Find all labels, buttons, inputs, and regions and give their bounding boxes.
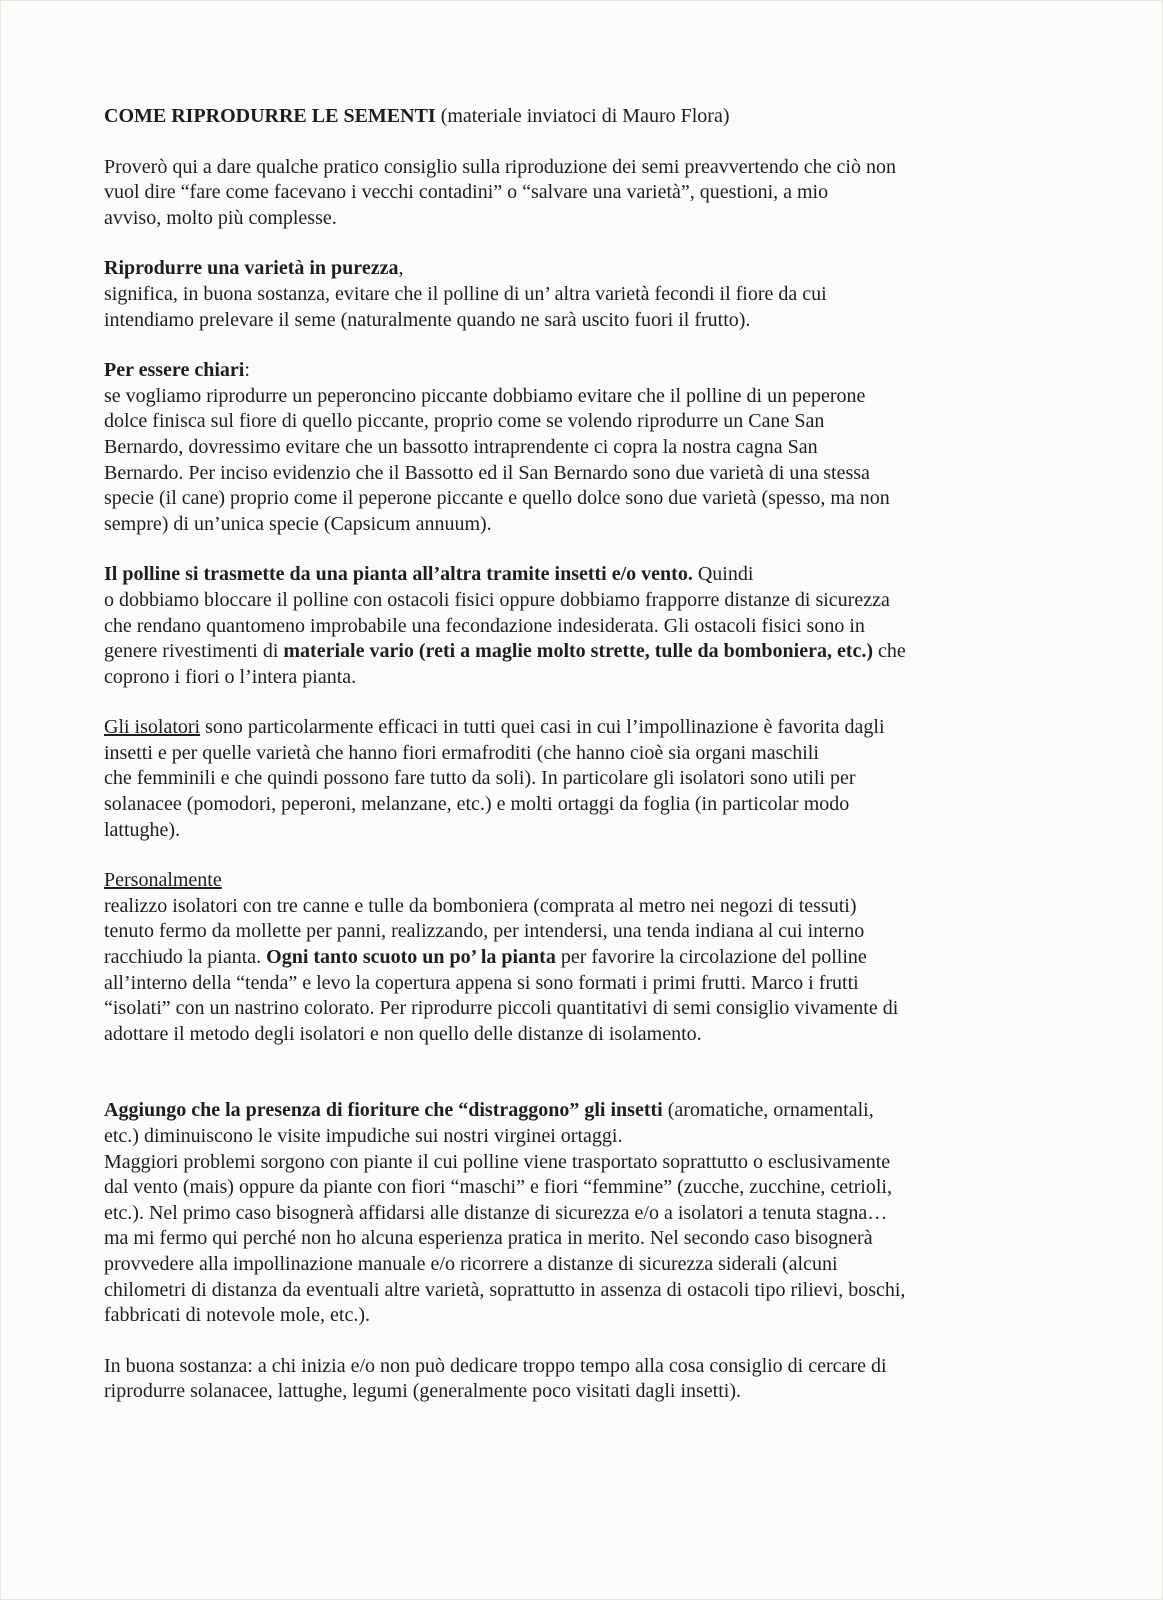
text-line: specie (il cane) proprio come il peperone piccante e quello dolce sono due varietà (spesso, ma non — [104, 487, 890, 510]
text-line: che rendano quantomeno improbabile una fecondazione indesiderata. Gli ostacoli fisici sono in — [104, 614, 865, 637]
text-line: significa, in buona sostanza, evitare che il polline di un’ altra varietà fecondi il fiore da cui — [104, 282, 827, 305]
text-line: coprono i fiori o l’intera pianta. — [104, 665, 357, 688]
text-line: “isolati” con un nastrino colorato. Per riprodurre piccoli quantitativi di semi consiglio vivamente di — [104, 997, 899, 1020]
text-line: solanacee (pomodori, peperoni, melanzane, etc.) e molti ortaggi da foglia (in particolar modo — [104, 793, 850, 816]
text-line: chilometri di distanza da eventuali altre varietà, soprattutto in assenza di ostacoli tipo rilievi, boschi, — [104, 1278, 906, 1301]
intro-line: avviso, molto più complesse. — [104, 206, 337, 229]
text-line: riprodurre solanacee, lattughe, legumi (generalmente poco visitati dagli insetti). — [104, 1380, 742, 1403]
text-line — [104, 715, 1034, 741]
section-fioriture — [104, 1098, 1034, 1328]
text-line: lattughe). — [104, 818, 181, 841]
text-span: racchiudo la pianta. — [104, 946, 267, 969]
section-chiari — [104, 358, 1034, 537]
document-title-note: (materiale inviatoci di Mauro Flora) — [435, 105, 730, 127]
section-isolatori — [104, 715, 1034, 843]
section-heading: Riprodurre una varietà in purezza — [104, 257, 399, 280]
text-span: per favorire la circolazione del polline — [555, 946, 867, 969]
text-line — [104, 868, 1034, 894]
conclusion-paragraph — [104, 1354, 1034, 1405]
text-span: che — [873, 640, 906, 663]
text-line: o dobbiamo bloccare il polline con ostacoli fisici oppure dobbiamo frapporre distanze di sicurezza — [104, 588, 890, 611]
text-line: etc.). Nel primo caso bisognerà affidarsi alle distanze di sicurezza e/o a isolatori a tenuta stagna… — [104, 1201, 888, 1224]
heading-punctuation: , — [398, 257, 404, 280]
text-line: fabbricati di notevole mole, etc.). — [104, 1304, 371, 1327]
intro-paragraph — [104, 155, 1034, 232]
document-title-line — [104, 104, 1034, 130]
text-line: Bernardo. Per inciso evidenzio che il Bassotto ed il San Bernardo sono due varietà di una stessa — [104, 461, 870, 484]
section-heading-line — [104, 562, 1034, 588]
text-line: intendiamo prelevare il seme (naturalmente quando ne sarà uscito fuori il frutto). — [104, 308, 751, 331]
heading-tail: Quindi — [692, 563, 754, 586]
bold-span: Ogni tanto scuoto un po’ la pianta — [266, 946, 556, 969]
section-heading-line — [104, 256, 1034, 282]
underlined-heading: Gli isolatori — [104, 716, 201, 739]
section-heading-line — [104, 1098, 1034, 1124]
document-title: COME RIPRODURRE LE SEMENTI — [104, 105, 436, 127]
section-heading: Il polline si trasmette da una pianta all’altra tramite insetti e/o vento. — [104, 563, 693, 586]
text-line: se vogliamo riprodurre un peperoncino piccante dobbiamo evitare che il polline di un peperone — [104, 384, 866, 407]
text-line: Maggiori problemi sorgono con piante il cui polline viene trasportato soprattutto o esclusivamente — [104, 1150, 891, 1173]
section-polline — [104, 562, 1034, 690]
text-line: adottare il metodo degli isolatori e non quello delle distanze di isolamento. — [104, 1022, 702, 1045]
text-line: ma mi fermo qui perché non ho alcuna esperienza pratica in merito. Nel secondo caso bisognerà — [104, 1227, 873, 1250]
heading-punctuation: : — [244, 359, 250, 382]
text-line: all’interno della “tenda” e levo la copertura appena si sono formati i primi frutti. Marco i frutti — [104, 971, 859, 994]
text-line: dolce finisca sul fiore di quello piccante, proprio come se volendo riprodurre un Cane San — [104, 410, 825, 433]
text-line — [104, 639, 1034, 665]
text-line: tenuto fermo da mollette per panni, realizzando, per intendersi, una tenda indiana al cui interno — [104, 920, 865, 943]
bold-span: materiale vario (reti a maglie molto strette, tulle da bomboniera, etc.) — [283, 640, 874, 663]
document-body — [104, 104, 1034, 1405]
section-heading: Per essere chiari — [104, 359, 245, 382]
section-purezza — [104, 256, 1034, 333]
section-heading-line — [104, 358, 1034, 384]
section-heading: Aggiungo che la presenza di fioriture che “distraggono” gli insetti — [104, 1099, 663, 1122]
text-line: realizzo isolatori con tre canne e tulle da bomboniera (comprata al metro nei negozi di tessuti) — [104, 894, 857, 917]
text-line: che femminili e che quindi possono fare tutto da soli). In particolare gli isolatori sono utili per — [104, 767, 856, 790]
text-span: genere rivestimenti di — [104, 640, 284, 663]
text-line: insetti e per quelle varietà che hanno fiori ermafroditi (che hanno cioè sia organi maschili — [104, 741, 819, 764]
text-line: etc.) diminuiscono le visite impudiche sui nostri virginei ortaggi. — [104, 1125, 623, 1147]
text-line: dal vento (mais) oppure da piante con fiori “maschi” e fiori “femmine” (zucche, zucchine, cetrioli, — [104, 1176, 892, 1199]
underlined-heading: Personalmente — [104, 869, 222, 892]
intro-line: Proverò qui a dare qualche pratico consiglio sulla riproduzione dei semi preavvertendo che ciò non — [104, 155, 896, 178]
text-line: provvedere alla impollinazione manuale e/o ricorrere a distanze di sicurezza siderali (alcuni — [104, 1252, 838, 1275]
section-personalmente — [104, 868, 1034, 1047]
heading-tail: (aromatiche, ornamentali, — [662, 1099, 874, 1122]
text-line: sempre) di un’unica specie (Capsicum annuum). — [104, 512, 492, 535]
text-line: In buona sostanza: a chi inizia e/o non può dedicare troppo tempo alla cosa consiglio di cercare di — [104, 1354, 887, 1377]
text-line: Bernardo, dovressimo evitare che un bassotto intraprendente ci copra la nostra cagna San — [104, 435, 818, 458]
text-line — [104, 945, 1034, 971]
text-span: sono particolarmente efficaci in tutti quei casi in cui l’impollinazione è favorita dagli — [200, 716, 885, 739]
intro-line: vuol dire “fare come facevano i vecchi contadini” o “salvare una varietà”, questioni, a mio — [104, 181, 829, 204]
